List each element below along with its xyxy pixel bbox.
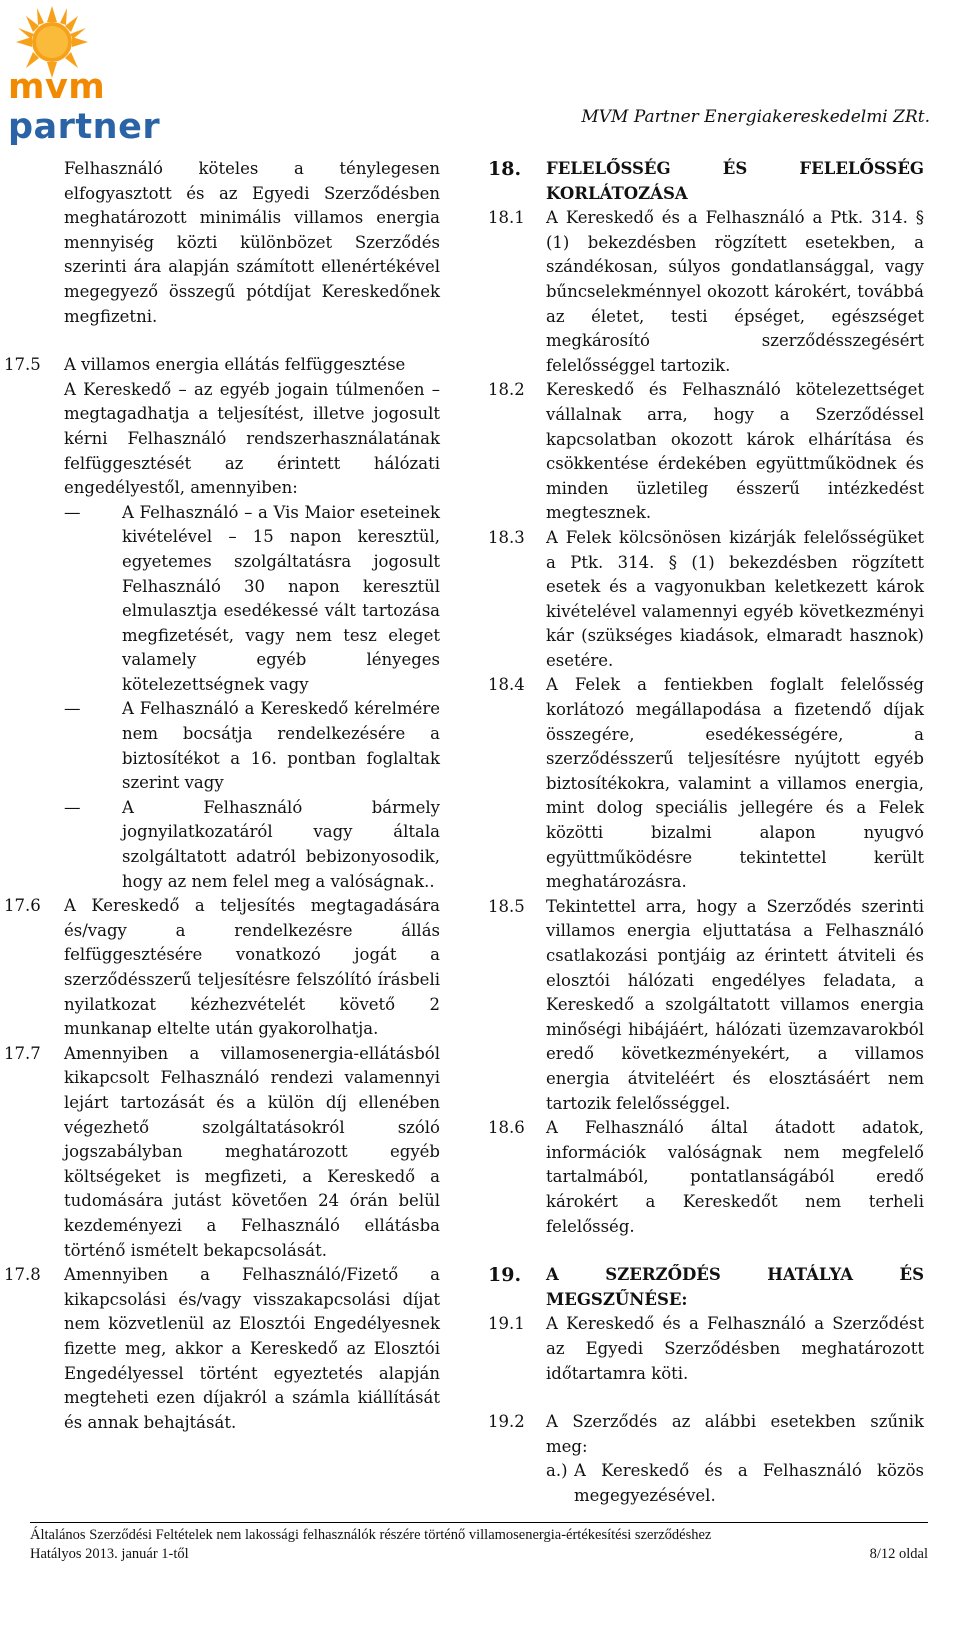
list-item [64,501,440,698]
section-text: A Szerződés az alábbi esetekben szűnik meg: [546,1412,924,1456]
section-number: 18.1 [488,208,525,228]
section-18-1 [488,206,924,378]
section-17-7 [4,1042,440,1263]
dash-text: A Felhasználó bármely jognyilatkozatáról vagy általa szolgáltatott adatról bebizonyosodik, hogy az nem felel meg a valóságnak.. [122,797,440,891]
section-number: 18.5 [488,896,525,916]
section-text: A Felhasználó által átadott adatok, információk valóságnak nem megfelelő tartalmából, pontatlanságából eredő károkért a Kereskedőt nem terheli felelősség. [546,1118,924,1236]
section-number: 17.6 [4,896,41,916]
dash-bullet: — [64,797,81,817]
section-number: 17.5 [4,355,41,375]
section-18-4 [488,673,924,894]
section-18-3 [488,526,924,674]
dash-bullet: — [64,502,81,522]
heading-number: 19. [488,1264,522,1287]
section-text: A Kereskedő és a Felhasználó a Szerződést az Egyedi Szerződésben meghatározott időtartamra köti. [546,1314,924,1383]
section-19-1 [488,1312,924,1386]
section-18-heading [488,157,924,206]
section-19-heading [488,1263,924,1312]
footer-effective-date: Hatályos 2013. január 1-től [30,1546,189,1562]
section-number: 18.4 [488,675,525,695]
intro-paragraph: Felhasználó köteles a ténylegesen elfogyasztott és az Egyedi Szerződésben meghatározott minimális villamos energia mennyiség közti különbözet Szerződés szerinti ára alapján számított ellenértékével megegyező összegű pótdíjat Kereskedőnek megfizetni. [64,159,440,326]
list-item [546,1459,924,1508]
section-title: A villamos energia ellátás felfüggesztése [64,355,406,375]
section-number: 19.2 [488,1412,525,1432]
section-18-2 [488,378,924,526]
footer-doc-title: Általános Szerződési Feltételek nem lakossági felhasználók részére történő villamosenergia-értékesítési szerződéshez [30,1527,712,1543]
sub-text: A Kereskedő és a Felhasználó közös megegyezésével. [574,1461,924,1505]
section-number: 18.6 [488,1118,525,1138]
section-text: Amennyiben a villamosenergia-ellátásból kikapcsolt Felhasználó rendezi valamennyi lejárt tartozását és a külön díj ellenében végezhető szolgáltatásokról szóló jogszabályban meghatározott egyéb költségeket is megfizeti, a Kereskedő a tudomására jutást követően 24 órán belül kezdeményezi a Felhasználó ellátásba történő ismételt bekapcsolását. [64,1043,440,1260]
section-18-6 [488,1116,924,1239]
section-17-8 [4,1263,440,1435]
section-18-5 [488,895,924,1116]
sub-label: a.) [546,1461,568,1481]
section-number: 17.8 [4,1265,41,1285]
logo-partner: partner [8,107,161,147]
section-number: 17.7 [4,1043,41,1063]
dash-text: A Felhasználó – a Vis Maior eseteinek kivételével – 15 napon keresztül, egyetemes szolgáltatásra jogosult Felhasználó 30 napon keresztül elmulasztja esedékessé vált tartozása megfizetését, vagy nem tesz eleget valamely egyéb lényeges kötelezettségnek vagy [122,502,440,694]
right-column [488,157,924,1508]
list-item [64,796,440,894]
dash-bullet: — [64,699,81,719]
heading-line: KORLÁTOZÁSA [546,183,688,203]
company-name: MVM Partner Energiakereskedelmi ZRt. [581,107,930,127]
left-column [4,157,440,1435]
footer [30,1526,928,1564]
section-number: 18.3 [488,527,525,547]
dash-text: A Felhasználó a Kereskedő kérelmére nem bocsátja rendelkezésére a biztosítékot a 16. pontban foglaltak szerint vagy [122,699,440,793]
section-text: Kereskedő és Felhasználó kötelezettséget vállalnak arra, hogy a Szerződéssel kapcsolatban okozott károk elhárítása és csökkentése érdekében együttműködnek és minden üzletileg ésszerű intézkedést megtesznek. [546,380,924,523]
section-number: 19.1 [488,1314,525,1334]
heading-line: MEGSZŰNÉSE: [546,1289,688,1309]
section-text: Amennyiben a Felhasználó/Fizető a kikapcsolási és/vagy visszakapcsolási díjat nem közvetlenül az Elosztói Engedélyesnek fizette meg, akkor a Kereskedő az Elosztói Engedélyessel történt egyeztetés alapján megteheti ezen díjakról a számla kiállítását és annak behajtását. [64,1265,440,1432]
section-17-5 [4,353,440,378]
heading-line: FELELŐSSÉG ÉS FELELŐSSÉG [546,159,924,178]
section-19-2 [488,1410,924,1508]
section-number: 18.2 [488,380,525,400]
section-17-5-text: A Kereskedő – az egyéb jogain túlmenően – megtagadhatja a teljesítést, illetve jogosult kérni Felhasználó rendszerhasználatának felfüggesztését az érintett hálózati engedélyestől, amennyiben: [64,379,440,498]
section-text: A Felek a fentiekben foglalt felelősség korlátozó megállapodása a fizetendő díjak összegére, esedékességére, a szerződésszerű teljesítésre nyújtott egyéb biztosítékokra, valamint a villamos energia, mint dolog speciális jellegére és a Felek közötti bizalmi alapon nyugvó együttműködésre tekintettel került meghatározásra. [546,675,924,892]
heading-number: 18. [488,158,522,180]
mvm-partner-logo [4,4,244,147]
section-text: A Felek kölcsönösen kizárják felelősségüket a Ptk. 314. § (1) bekezdésben rögzített esetek és a vagyonukban keletkezett károk kivételével valamennyi egyéb következményi kár (szükséges kiadások, elmaradt hasznok) esetére. [546,527,924,670]
section-text: A Kereskedő és a Felhasználó a Ptk. 314. § (1) bekezdésben rögzített esetekben, a szándékosan, súlyos gondatlansággal, vagy bűncselekménnyel okozott károkért, továbbá az életet, testi épséget, egészséget megkárosító szerződésszegésért felelősséggel tartozik. [546,208,924,375]
page-number: 8/12 oldal [869,1546,928,1562]
section-17-6 [4,894,440,1042]
section-text: A Kereskedő a teljesítés megtagadására és/vagy a rendelkezésre állás felfüggesztésére vonatkozó jogát a szerződésszerű teljesítésre felszólító írásbeli nyilatkozat kézhezvételét követő 2 munkanap eltelte után gyakorolhatja. [64,896,440,1039]
list-item [64,697,440,795]
heading-line: A SZERZŐDÉS HATÁLYA ÉS [546,1265,924,1285]
logo-wordmark [8,67,244,147]
footer-divider [30,1522,928,1523]
logo-mvm: mvm [8,67,106,107]
section-text: Tekintettel arra, hogy a Szerződés szerinti villamos energia eljuttatása a Felhasználó csatlakozási pontjáig az érintett átviteli és elosztói hálózati engedélyes feladata, a Kereskedő a szolgáltatott villamos energia minőségi hibájáért, hálózati üzemzavarokból eredő következményekért, a villamos energia átviteléért és elosztásáért nem tartozik felelősséggel. [546,896,924,1113]
